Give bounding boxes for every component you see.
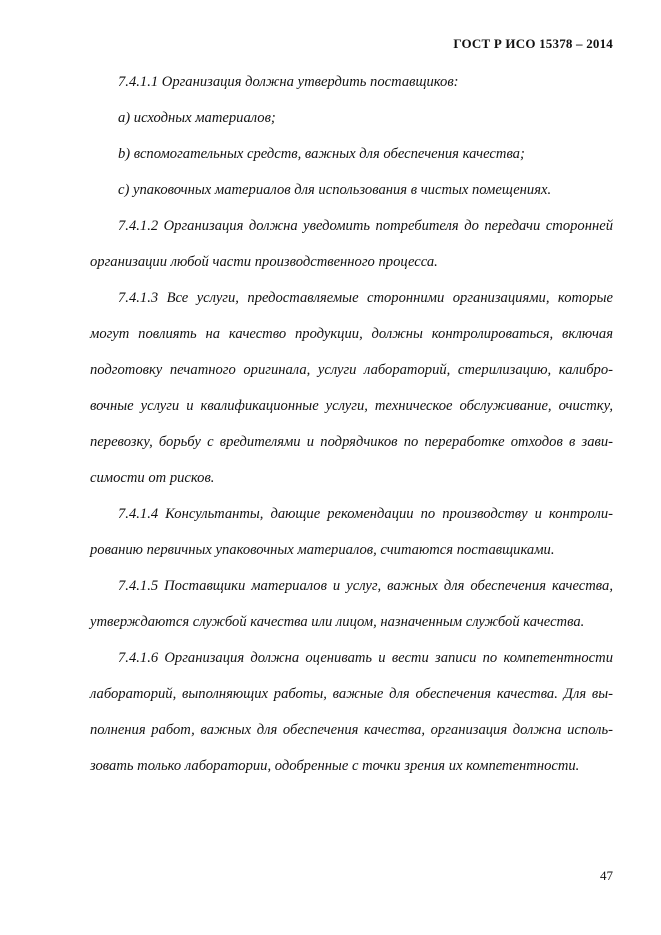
- page-number: 47: [600, 868, 613, 883]
- clause-7-4-1-4: [90, 496, 613, 568]
- paragraph-line: зовать только лаборатории, одобренные с точки зрения их компетентности.: [90, 758, 580, 774]
- list-item-a: a) исходных материалов;: [118, 110, 276, 126]
- paragraph-line: подготовку печатного оригинала, услуги лабораторий, стерилизацию, калибро-: [90, 362, 613, 378]
- clause-7-4-1-6: [90, 640, 613, 784]
- paragraph-line: 7.4.1.2 Организация должна уведомить потребителя до передачи сторонней: [118, 218, 613, 234]
- paragraph-line: могут повлиять на качество продукции, должны контролироваться, включая: [90, 326, 613, 342]
- clause-7-4-1-2: [90, 208, 613, 280]
- list-item-b: b) вспомогательных средств, важных для обеспечения качества;: [118, 146, 525, 162]
- document-header: ГОСТ Р ИСО 15378 – 2014: [453, 36, 613, 51]
- paragraph-line: 7.4.1.3 Все услуги, предоставляемые сторонними организациями, которые: [118, 290, 613, 306]
- paragraph-line: перевозку, борьбу с вредителями и подрядчиков по переработке отходов в зави-: [90, 434, 613, 450]
- clause-7-4-1-5: [90, 568, 613, 640]
- clause-7-4-1-1: 7.4.1.1 Организация должна утвердить поставщиков:: [118, 74, 459, 90]
- paragraph-line: полнения работ, важных для обеспечения качества, организация должна исполь-: [90, 722, 613, 738]
- paragraph-line: рованию первичных упаковочных материалов, считаются поставщиками.: [90, 542, 555, 558]
- paragraph-line: вочные услуги и квалификационные услуги, техническое обслуживание, очистку,: [90, 398, 613, 414]
- paragraph-line: 7.4.1.5 Поставщики материалов и услуг, важных для обеспечения качества,: [118, 578, 613, 594]
- paragraph-line: 7.4.1.6 Организация должна оценивать и вести записи по компетентности: [118, 650, 613, 666]
- paragraph-line: утверждаются службой качества или лицом, назначенным службой качества.: [90, 614, 585, 630]
- paragraph-line: лабораторий, выполняющих работы, важные для обеспечения качества. Для вы-: [90, 686, 613, 702]
- document-body: [90, 64, 613, 784]
- paragraph-line: 7.4.1.4 Консультанты, дающие рекомендации по производству и контроли-: [118, 506, 613, 522]
- clause-7-4-1-3: [90, 280, 613, 496]
- paragraph-line: симости от рисков.: [90, 470, 215, 486]
- list-item-c: c) упаковочных материалов для использования в чистых помещениях.: [118, 182, 552, 198]
- paragraph-line: организации любой части производственного процесса.: [90, 254, 438, 270]
